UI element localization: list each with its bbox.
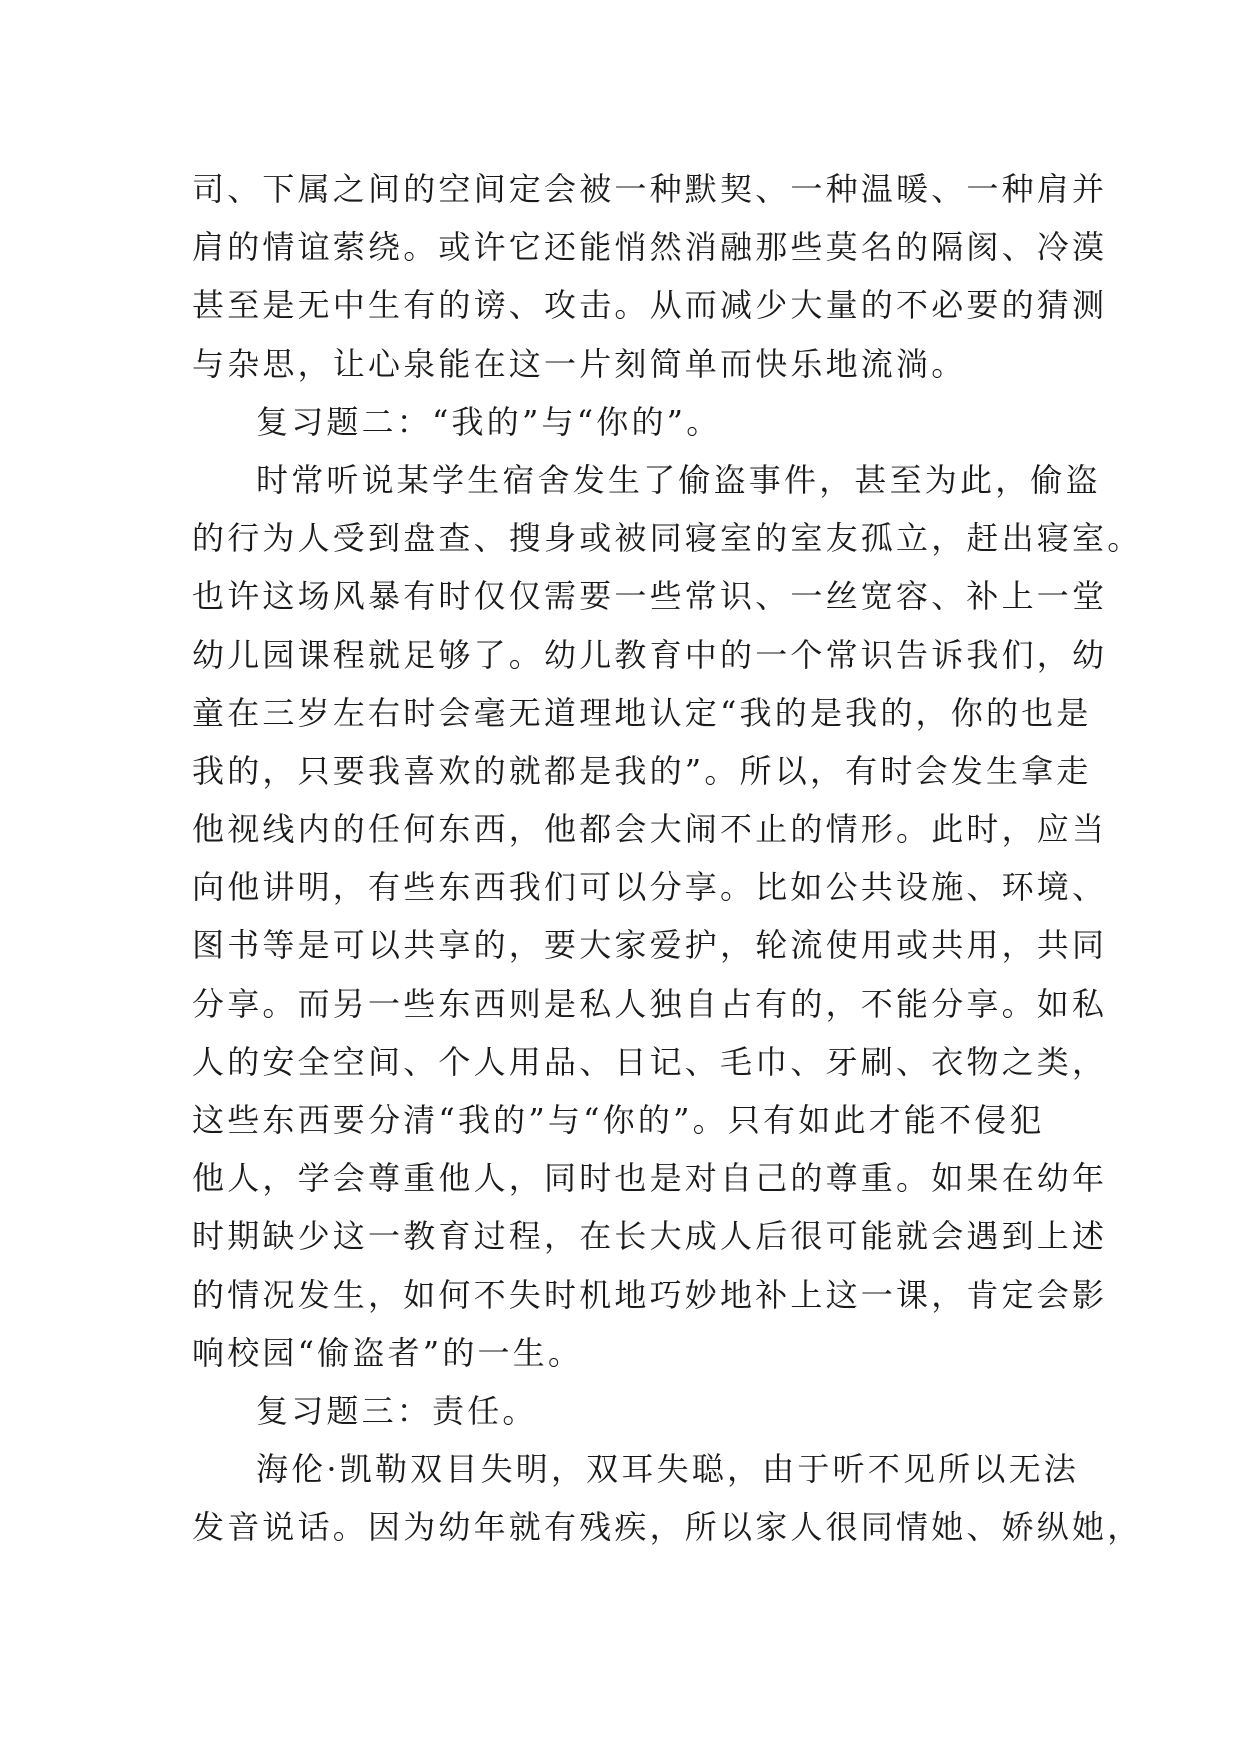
text-line: 复习题二：“我的”与“你的”。 [256,402,722,441]
text-line: 这些东西要分清“我的”与“你的”。只有如此才能不侵犯 [192,1101,1045,1139]
text-line: 图书等是可以共享的，要大家爱护，轮流使用或共用，共同 [192,926,1108,965]
text-line: 时常听说某学生宿舍发生了偷盗事件，甚至为此，偷盗 [256,460,1101,499]
text-line: 的情况发生，如何不失时机地巧妙地补上这一课，肯定会影 [192,1275,1108,1314]
text-line: 人的安全空间、个人用品、日记、毛巾、牙刷、衣物之类， [192,1042,1108,1081]
text-line: 分享。而另一些东西则是私人独自占有的，不能分享。如私 [192,984,1108,1023]
text-line: 与杂思，让心泉能在这一片刻简单而快乐地流淌。 [192,344,967,383]
text-line: 海伦·凯勒双目失明，双耳失聪，由于听不见所以无法 [256,1450,1079,1489]
text-line: 向他讲明，有些东西我们可以分享。比如公共设施、环境、 [192,868,1108,907]
text-line: 童在三岁左右时会毫无道理地认定“我的是我的，你的也是 [192,693,1092,732]
text-line: 时期缺少这一教育过程，在长大成人后很可能就会遇到上述 [192,1217,1108,1256]
body-text [192,160,1143,1557]
text-line: 复习题三：责任。 [256,1391,538,1430]
text-line: 甚至是无中生有的谤、攻击。从而减少大量的不必要的猜测 [192,286,1108,325]
text-line: 肩的情谊萦绕。或许它还能悄然消融那些莫名的隔阂、冷漠 [192,228,1108,267]
text-line: 司、下属之间的空间定会被一种默契、一种温暖、一种肩并 [192,170,1108,208]
text-line: 幼儿园课程就足够了。幼儿教育中的一个常识告诉我们，幼 [192,635,1108,674]
text-line: 他人，学会尊重他人，同时也是对自己的尊重。如果在幼年 [192,1159,1108,1198]
text-line: 他视线内的任何东西，他都会大闹不止的情形。此时，应当 [192,810,1108,849]
text-line: 的行为人受到盘查、搜身或被同寝室的室友孤立，赶出寝室。 [192,519,1143,558]
text-line: 发音说话。因为幼年就有残疾，所以家人很同情她、娇纵她， [192,1508,1143,1547]
text-line: 也许这场风暴有时仅仅需要一些常识、一丝宽容、补上一堂 [192,577,1108,616]
text-line: 我的，只要我喜欢的就都是我的”。所以，有时会发生拿走 [192,751,1092,790]
text-line: 响校园“偷盗者”的一生。 [192,1333,584,1372]
